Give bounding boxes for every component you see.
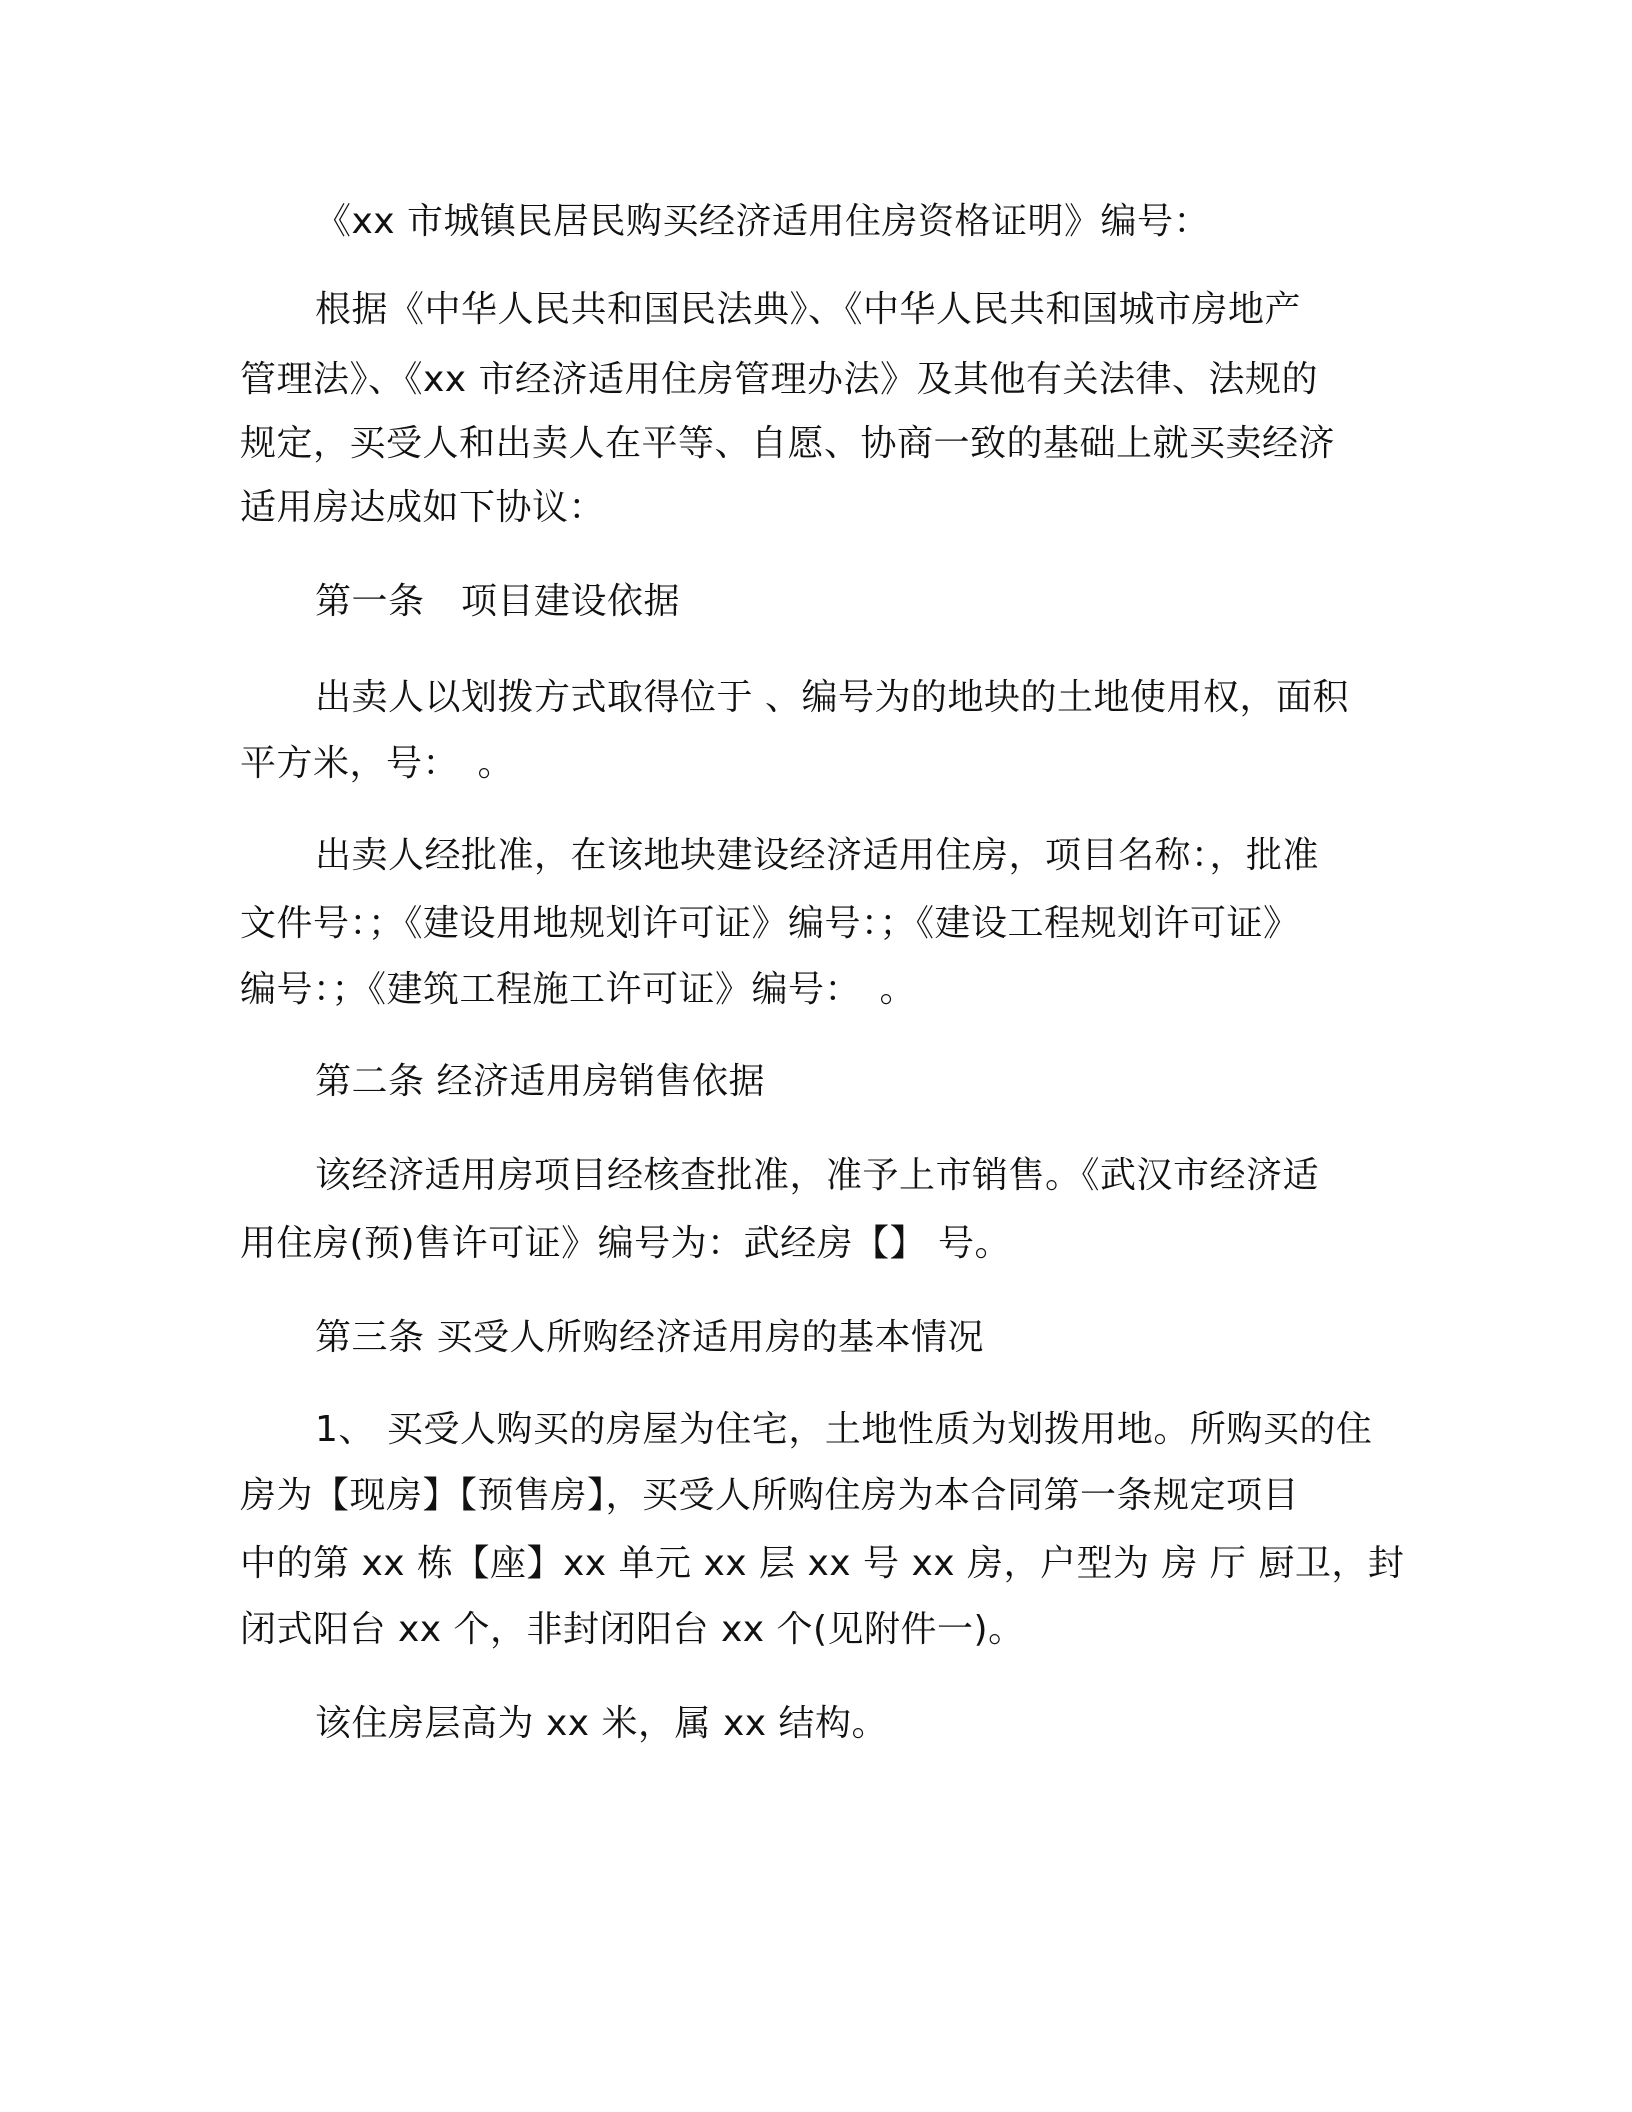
article-1-heading: 第一条 项目建设依据 [315, 581, 681, 622]
article-3-heading: 第三条 买受人所购经济适用房的基本情况 [315, 1317, 984, 1358]
article-3-floor-height-line: 该住房层高为 xx 米，属 xx 结构。 [315, 1703, 888, 1744]
article-1-para-1-line-1: 出卖人以划拨方式取得位于 、编号为的地块的土地使用权，面积 [315, 677, 1349, 718]
preamble-line-1: 根据《中华人民共和国民法典》、《中华人民共和国城市房地产 [315, 289, 1302, 330]
article-1-para-2-line-1: 出卖人经批准，在该地块建设经济适用住房，项目名称：，批准 [315, 835, 1320, 876]
article-2-heading: 第二条 经济适用房销售依据 [315, 1061, 765, 1102]
article-2-para-line-2: 用住房(预)售许可证》编号为：武经房【】 号。 [240, 1223, 1012, 1264]
article-1-para-1-line-2: 平方米，号： 。 [240, 743, 515, 784]
article-3-item-1-line-4: 闭式阳台 xx 个，非封闭阳台 xx 个(见附件一)。 [240, 1609, 1025, 1650]
preamble-line-3: 规定，买受人和出卖人在平等、自愿、协商一致的基础上就买卖经济 [240, 423, 1336, 464]
article-3-item-1-line-3: 中的第 xx 栋【座】xx 单元 xx 层 xx 号 xx 房，户型为 房 厅 厨卫，封 [240, 1543, 1405, 1584]
article-3-item-1-line-1: 1、 买受人购买的房屋为住宅，土地性质为划拨用地。所购买的住 [315, 1409, 1373, 1450]
preamble-line-2: 管理法》、《xx 市经济适用住房管理办法》及其他有关法律、法规的 [240, 359, 1319, 400]
article-2-para-line-1: 该经济适用房项目经核查批准，准予上市销售。《武汉市经济适 [315, 1155, 1320, 1196]
preamble-line-4: 适用房达成如下协议： [240, 487, 606, 528]
article-3-item-1-line-2: 房为【现房】【预售房】，买受人所购住房为本合同第一条规定项目 [240, 1475, 1300, 1516]
article-1-para-2-line-3: 编号：；《建筑工程施工许可证》编号： 。 [240, 969, 917, 1010]
article-1-para-2-line-2: 文件号：；《建设用地规划许可证》编号：；《建设工程规划许可证》 [240, 903, 1300, 944]
certificate-number-line: 《xx 市城镇民居民购买经济适用住房资格证明》编号： [315, 201, 1211, 242]
